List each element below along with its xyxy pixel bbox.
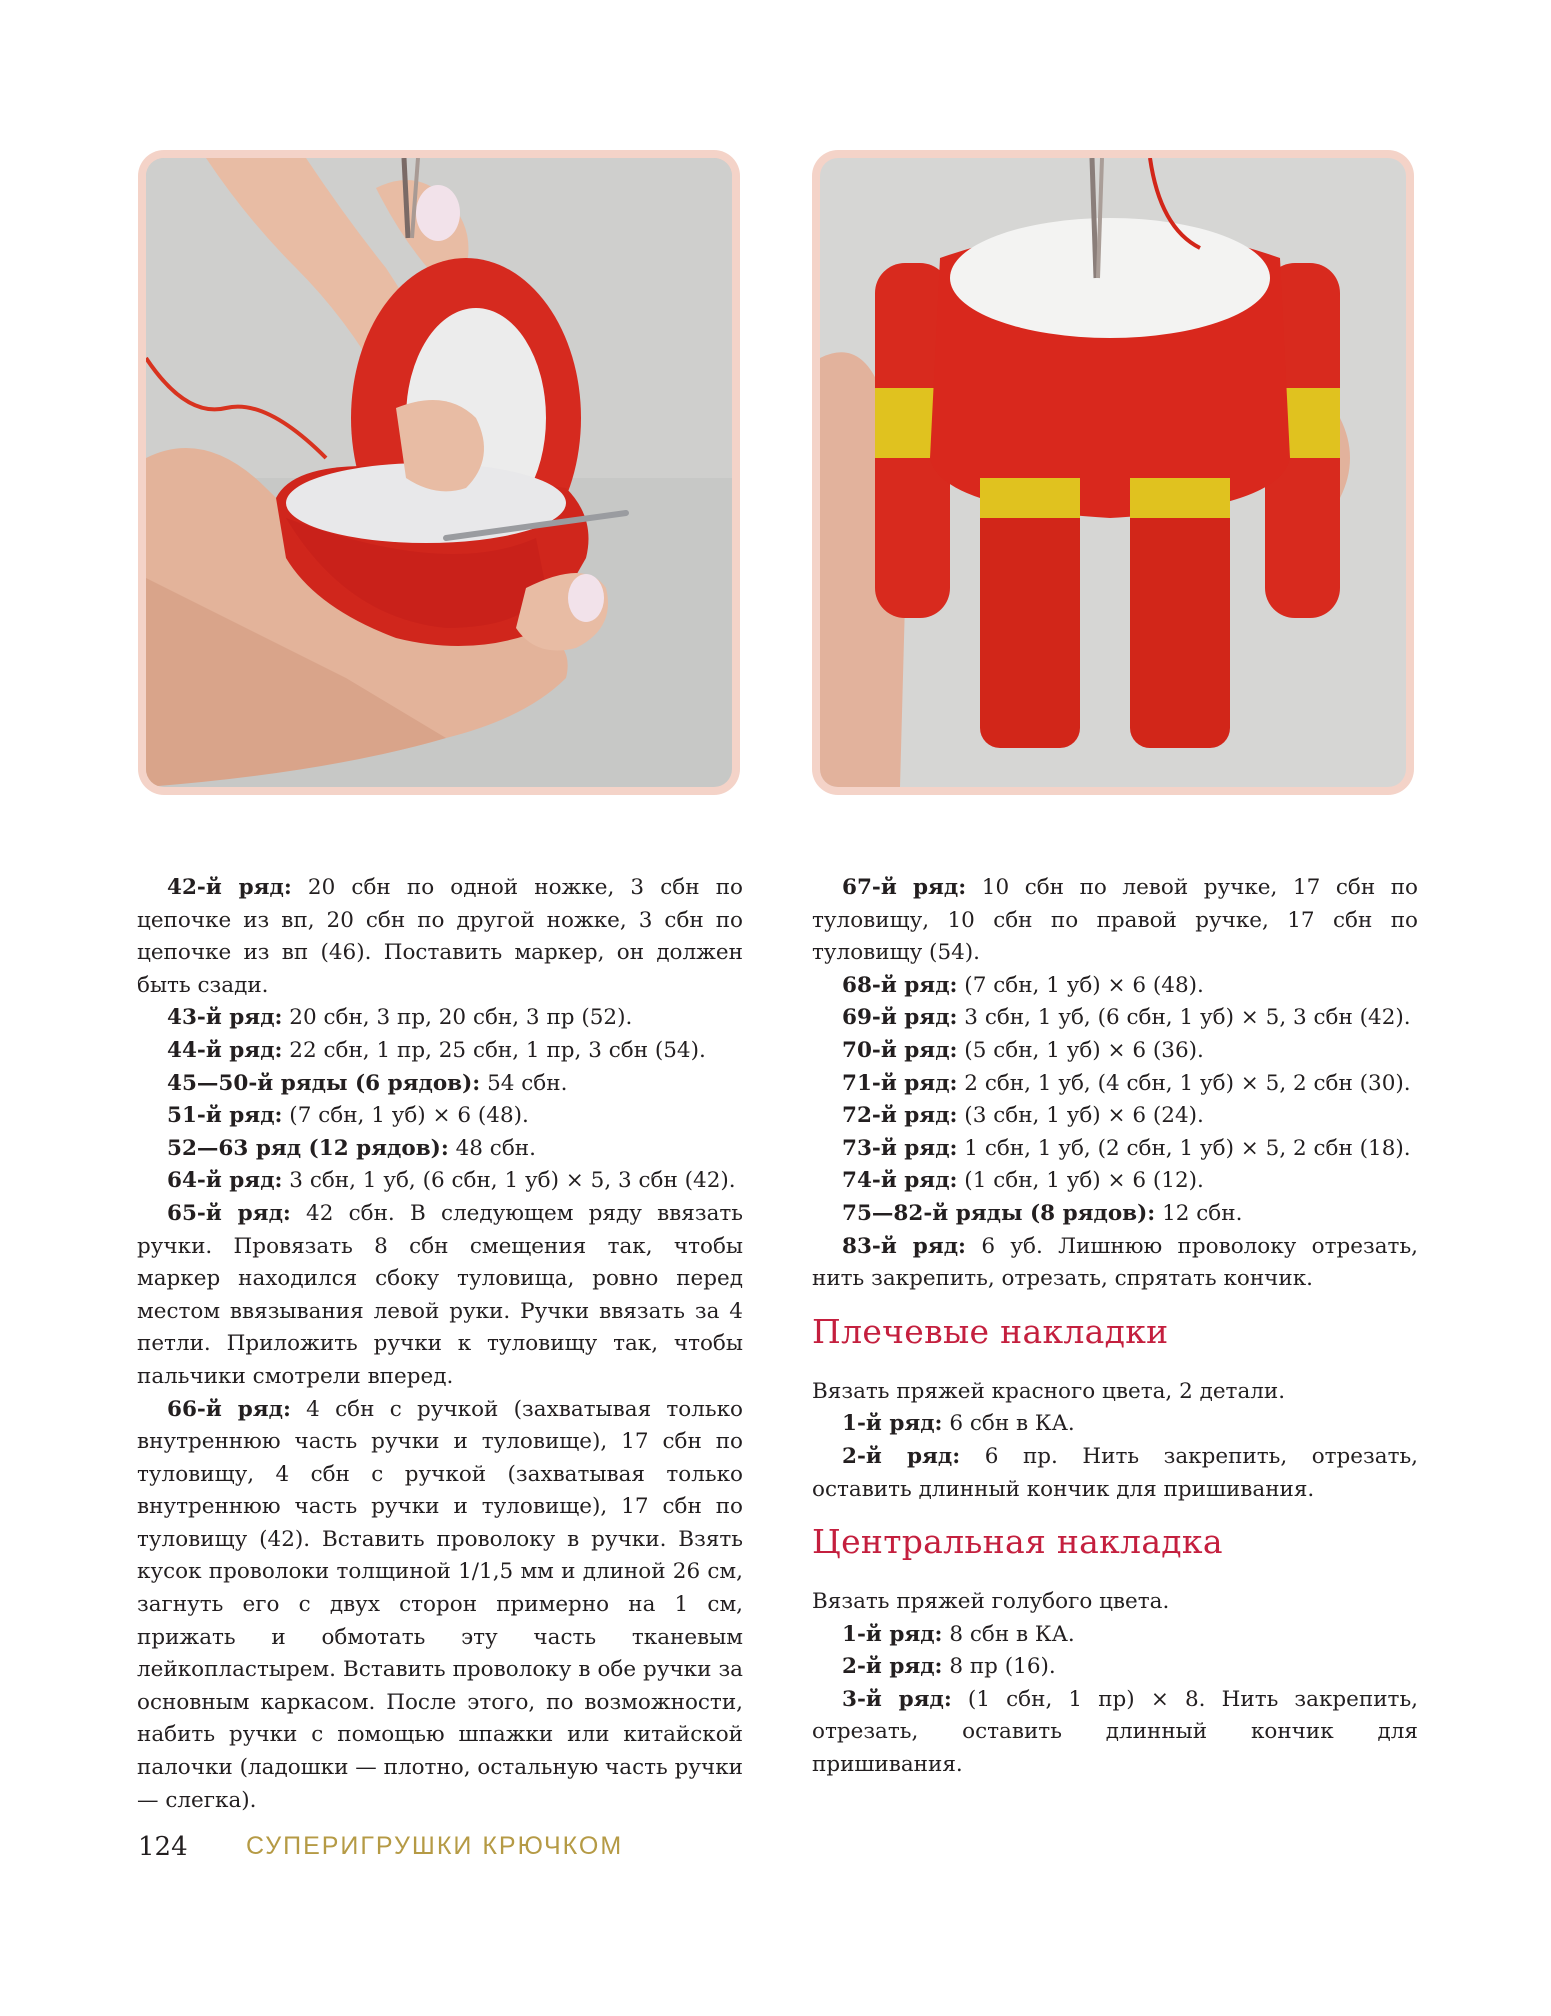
row-text: 20 сбн по одной ножке, 3 сбн по цепочке из вп, 20 сбн по другой ножке, 3 сбн по цепочке из вп (46). Поставить маркер, он должен быть сзади. <box>137 875 743 998</box>
row-67 <box>812 872 1418 970</box>
central-row-2 <box>812 1651 1418 1684</box>
row-44 <box>137 1035 743 1068</box>
row-text: (3 сбн, 1 уб) × 6 (24). <box>957 1103 1204 1129</box>
row-text: 6 уб. Лишнюю проволоку отрезать, нить закрепить, отрезать, спрятать кончик. <box>812 1233 1418 1292</box>
row-text: 10 сбн по левой ручке, 17 сбн по туловищу, 10 сбн по правой ручке, 17 сбн по туловищу (54). <box>812 875 1419 966</box>
book-title: СУПЕРИГРУШКИ КРЮЧКОМ <box>246 1832 624 1860</box>
section-heading-shoulder-pads: Плечевые накладки <box>812 1311 1169 1351</box>
row-label: 51-й ряд: <box>167 1103 283 1129</box>
row-text: (1 сбн, 1 уб) × 6 (12). <box>957 1168 1204 1194</box>
row-42 <box>137 872 743 1002</box>
photo-crochet-body-with-hook-image <box>146 158 732 787</box>
row-text: 2 сбн, 1 уб, (4 сбн, 1 уб) × 5, 2 сбн (30). <box>957 1070 1411 1096</box>
row-label: 45—50-й ряды (6 рядов): <box>167 1070 481 1096</box>
row-72 <box>812 1100 1418 1133</box>
row-text: 3 сбн, 1 уб, (6 сбн, 1 уб) × 5, 3 сбн (42). <box>957 1005 1411 1031</box>
row-label: 83-й ряд: <box>842 1233 966 1259</box>
row-label: 72-й ряд: <box>842 1103 958 1129</box>
row-text: 48 сбн. <box>448 1135 536 1161</box>
row-label: 43-й ряд: <box>167 1005 283 1031</box>
row-label: 3-й ряд: <box>842 1686 952 1712</box>
photo-crochet-body-with-hook <box>138 150 740 795</box>
photo-crochet-figure-image <box>820 158 1406 787</box>
row-text: 4 сбн с ручкой (захватывая только внутреннюю часть ручки и туловище), 17 сбн по туловищу, 4 сбн с ручкой (захватывая только внутреннюю часть ручки и туловище), 17 сбн по туловищу (42). Вставить проволоку в ручки. Взять кусок проволоки толщиной 1/1,5 мм и длиной 26 см, загнуть его с двух сторон примерно на 1 см, прижать и обмотать эту часть тканевым лейкопластырем. Вставить проволоку в обе ручки за основным каркасом. После этого, по возможности, набить ручки с помощью шпажки или китайской палочки (ладошки — плотно, остальную часть ручки — слегка). <box>137 1396 743 1813</box>
section-intro: Вязать пряжей красного цвета, 2 детали. <box>812 1378 1286 1404</box>
rows-52-63 <box>137 1133 743 1166</box>
row-text: (5 сбн, 1 уб) × 6 (36). <box>957 1037 1204 1063</box>
row-text: 42 сбн. В следующем ряду ввязать ручки. Провязать 8 сбн смещения так, чтобы маркер находился сбоку туловища, ровно перед местом ввязывания левой руки. Ручки ввязать за 4 петли. Приложить ручки к туловищу так, чтобы пальчики смотрели вперед. <box>137 1200 743 1389</box>
row-text: (7 сбн, 1 уб) × 6 (48). <box>282 1103 529 1129</box>
row-label: 64-й ряд: <box>167 1168 283 1194</box>
section-heading-central-pad: Центральная накладка <box>812 1522 1223 1562</box>
row-label: 42-й ряд: <box>167 875 292 900</box>
row-label: 2-й ряд: <box>842 1443 961 1469</box>
row-83 <box>812 1231 1418 1296</box>
row-label: 74-й ряд: <box>842 1168 958 1194</box>
row-label: 1-й ряд: <box>842 1411 943 1437</box>
row-text: 54 сбн. <box>480 1070 568 1096</box>
row-label: 65-й ряд: <box>167 1200 291 1226</box>
row-69 <box>812 1002 1418 1035</box>
row-label: 67-й ряд: <box>842 875 967 900</box>
row-label: 73-й ряд: <box>842 1135 958 1161</box>
row-text: 12 сбн. <box>1155 1200 1243 1226</box>
central-row-3 <box>812 1684 1418 1782</box>
row-text: 8 сбн в КА. <box>942 1621 1075 1647</box>
row-text: 6 сбн в КА. <box>942 1411 1075 1437</box>
row-70 <box>812 1035 1418 1068</box>
row-text: 8 пр (16). <box>942 1654 1056 1680</box>
rows-45-50 <box>137 1068 743 1101</box>
row-71 <box>812 1068 1418 1101</box>
row-text: 20 сбн, 3 пр, 20 сбн, 3 пр (52). <box>282 1005 633 1031</box>
row-label: 71-й ряд: <box>842 1070 958 1096</box>
row-label: 69-й ряд: <box>842 1005 958 1031</box>
row-label: 68-й ряд: <box>842 972 958 998</box>
row-66 <box>137 1394 743 1818</box>
row-43 <box>137 1002 743 1035</box>
row-text: (7 сбн, 1 уб) × 6 (48). <box>957 972 1204 998</box>
row-label: 52—63 ряд (12 рядов): <box>167 1135 449 1161</box>
row-label: 75—82-й ряды (8 рядов): <box>842 1200 1156 1226</box>
row-73 <box>812 1133 1418 1166</box>
row-text: 1 сбн, 1 уб, (2 сбн, 1 уб) × 5, 2 сбн (18). <box>957 1135 1411 1161</box>
row-text: 3 сбн, 1 уб, (6 сбн, 1 уб) × 5, 3 сбн (42). <box>282 1168 736 1194</box>
row-text: (1 сбн, 1 пр) × 8. Нить закрепить, отрезать, оставить длинный кончик для пришивания. <box>812 1686 1418 1778</box>
text-column-left <box>137 872 743 1817</box>
row-label: 1-й ряд: <box>842 1621 943 1647</box>
page-number: 124 <box>138 1832 188 1862</box>
row-text: 22 сбн, 1 пр, 25 сбн, 1 пр, 3 сбн (54). <box>282 1037 706 1063</box>
section-intro: Вязать пряжей голубого цвета. <box>812 1589 1170 1615</box>
row-64 <box>137 1165 743 1198</box>
central-row-1 <box>812 1619 1418 1652</box>
row-label: 66-й ряд: <box>167 1396 291 1422</box>
text-column-right <box>812 872 1418 1782</box>
row-label: 2-й ряд: <box>842 1654 943 1680</box>
row-text: 6 пр. Нить закрепить, отрезать, оставить длинный кончик для пришивания. <box>812 1443 1419 1502</box>
row-51 <box>137 1100 743 1133</box>
row-65 <box>137 1198 743 1394</box>
row-label: 70-й ряд: <box>842 1037 958 1063</box>
shoulder-row-2 <box>812 1441 1418 1506</box>
shoulder-row-1 <box>812 1408 1418 1441</box>
row-label: 44-й ряд: <box>167 1037 283 1063</box>
rows-75-82 <box>812 1198 1418 1231</box>
photo-crochet-figure <box>812 150 1414 795</box>
row-68 <box>812 970 1418 1003</box>
row-74 <box>812 1165 1418 1198</box>
